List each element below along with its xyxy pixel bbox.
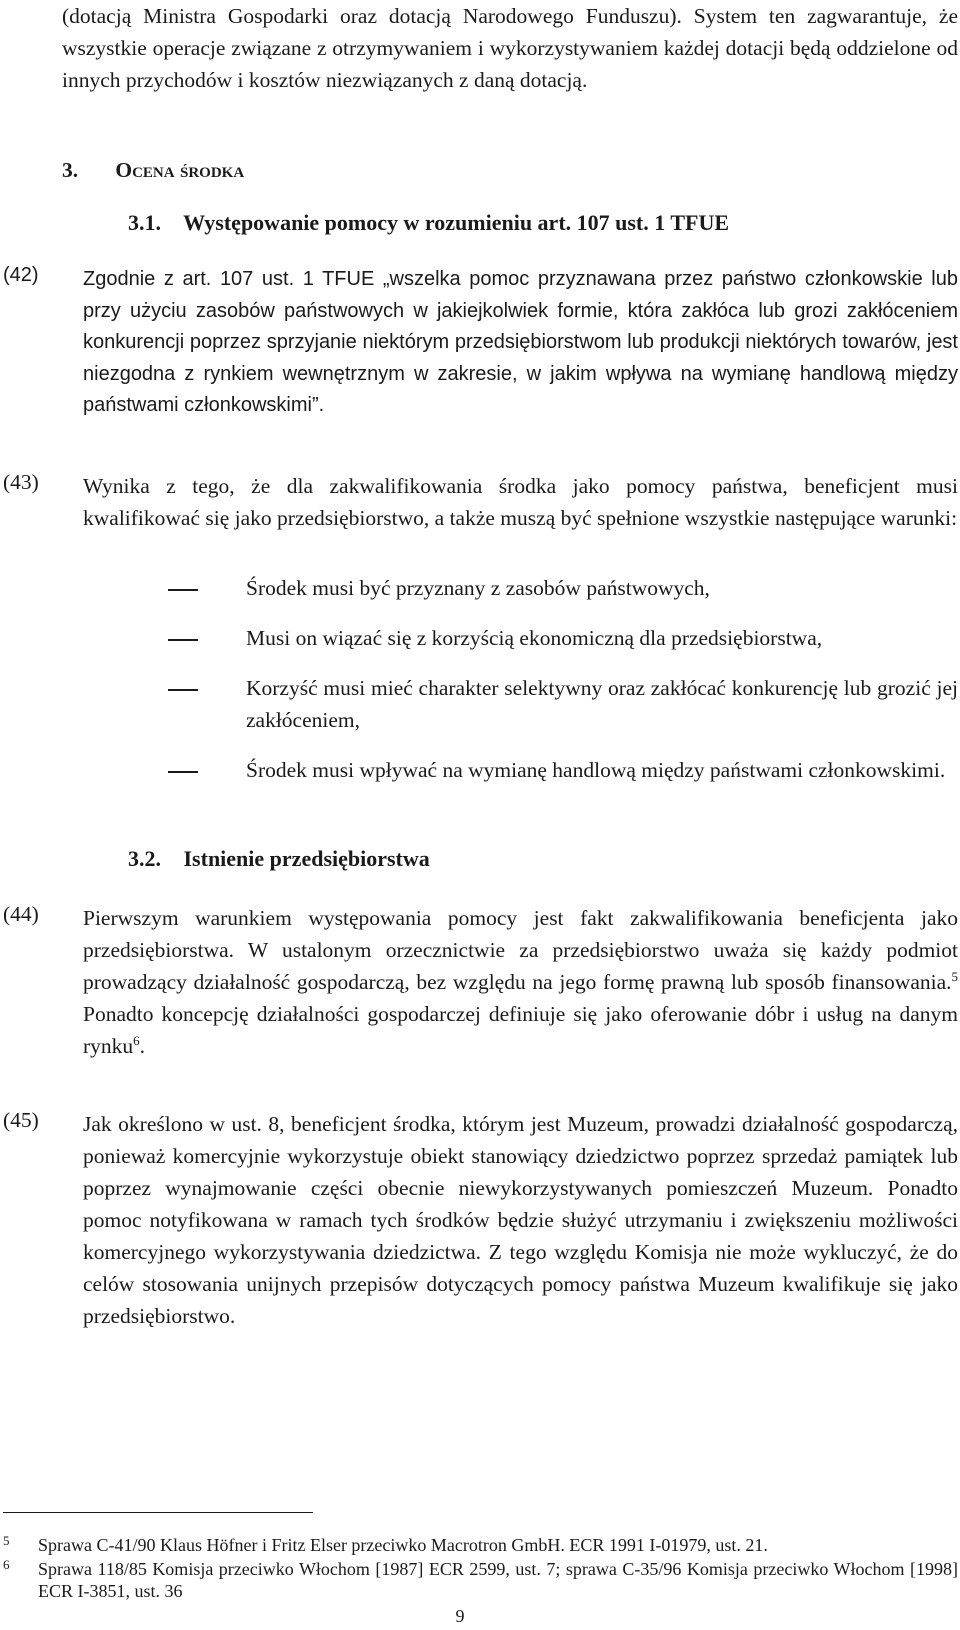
list-item [168, 672, 958, 736]
section-heading [62, 158, 244, 183]
list-item [168, 622, 958, 654]
paragraph-42 [3, 264, 958, 422]
footnote-number: 5 [3, 1533, 10, 1548]
list-item-text: Środek musi wpływać na wymianę handlową między państwami członkowskimi. [246, 758, 946, 782]
subsection-title: Istnienie przedsiębiorstwa [183, 846, 430, 871]
footnote-text: Sprawa C-41/90 Klaus Höfner i Fritz Elser przeciwko Macrotron GmbH. ECR 1991 I-01979, ust. 21. [38, 1535, 768, 1555]
paragraph-text: Wynika z tego, że dla zakwalifikowania środka jako pomocy państwa, beneficjent musi kwalifikować się jako przedsiębiorstwo, a także muszą być spełnione wszystkie następujące warunki: [83, 474, 958, 530]
dash-marker [168, 754, 226, 786]
page-number: 9 [455, 1606, 465, 1626]
footnote-ref-5[interactable]: 5 [951, 969, 958, 984]
paragraph-number: (43) [3, 470, 39, 494]
footnote-6 [3, 1558, 958, 1602]
footnote-number: 6 [3, 1557, 10, 1572]
paragraph-text: Zgodnie z art. 107 ust. 1 TFUE „wszelka pomoc przyznawana przez państwo członkowskie lub przy użyciu zasobów państwowych w jakiejkolwiek formie, która zakłóca lub grozi zakłóceniem konkurencji poprzez sprzyjanie niektórym przedsiębiorstwom lub produkcji niektórych towarów, jest niezgodna z rynkiem wewnętrznym w zakresie, w jakim wpływa na wymianę handlową między państwami członkowskimi”. [83, 268, 958, 416]
section-title: Ocena środka [115, 158, 245, 182]
subsection-number: 3.1. [128, 210, 161, 235]
dash-marker [168, 572, 226, 604]
section-number: 3. [62, 158, 79, 182]
footnote-separator [3, 1512, 313, 1513]
paragraph-text: Pierwszym warunkiem występowania pomocy jest fakt zakwalifikowania beneficjenta jako przedsiębiorstwa. W ustalonym orzecznictwie za przedsiębiorstwo uważa się każdy podmiot prowadzący działalność gospodarczą, bez względu na jego formę prawną lub sposób finansowania.$^5$ Ponadto koncepcję działalności gospodarczej definiuje się jako oferowanie dóbr i usług na danym rynku$^6$. [83, 906, 958, 1058]
subsection-number: 3.2. [128, 846, 161, 871]
paragraph-text: Jak określono w ust. 8, beneficjent środka, którym jest Muzeum, prowadzi działalność gospodarczą, ponieważ komercyjnie wykorzystuje obiekt stanowiący dziedzictwo poprzez sprzedaż pamiątek lub poprzez wynajmowanie części obecnie niewykorzystywanych pomieszczeń Muzeum. Ponadto pomoc notyfikowana w ramach tych środków będzie służyć utrzymaniu i zwiększeniu możliwości komercyjnego wykorzystywania dziedzictwa. Z tego względu Komisja nie może wykluczyć, że do celów stosowania unijnych przepisów dotyczących pomocy państwa Muzeum kwalifikuje się jako przedsiębiorstwo. [83, 1112, 958, 1328]
footnote-ref-6[interactable]: 6 [133, 1033, 140, 1048]
dash-marker [168, 622, 226, 654]
subsection-heading-3-2 [128, 846, 430, 872]
footnote-5 [3, 1534, 958, 1556]
list-item-text: Musi on wiązać się z korzyścią ekonomiczną dla przedsiębiorstwa, [246, 626, 823, 650]
paragraph-number: (44) [3, 902, 39, 926]
list-item [168, 754, 958, 786]
subsection-heading-3-1 [128, 210, 729, 236]
subsection-title: Występowanie pomocy w rozumieniu art. 107 ust. 1 TFUE [183, 210, 730, 235]
paragraph-43 [3, 470, 958, 534]
list-item-text: Środek musi być przyznany z zasobów państwowych, [246, 576, 710, 600]
paragraph-44 [3, 902, 958, 1062]
paragraph-45 [3, 1108, 958, 1332]
conditions-list [168, 572, 958, 804]
list-item-text: Korzyść musi mieć charakter selektywny oraz zakłócać konkurencję lub grozić jej zakłóceniem, [246, 676, 958, 732]
paragraph-number: (42) [3, 264, 39, 286]
paragraph-number: (45) [3, 1108, 39, 1132]
intro-paragraph: (dotacją Ministra Gospodarki oraz dotacją Narodowego Funduszu). System ten zagwarantuje, że wszystkie operacje związane z otrzymywaniem i wykorzystywaniem każdej dotacji będą oddzielone od innych przychodów i kosztów niezwiązanych z daną dotacją. [62, 4, 958, 92]
dash-marker [168, 672, 226, 736]
footnote-text: Sprawa 118/85 Komisja przeciwko Włochom [1987] ECR 2599, ust. 7; sprawa C-35/96 Komisja przeciwko Włochom [1998] ECR I-3851, ust. 36 [38, 1559, 958, 1601]
list-item [168, 572, 958, 604]
